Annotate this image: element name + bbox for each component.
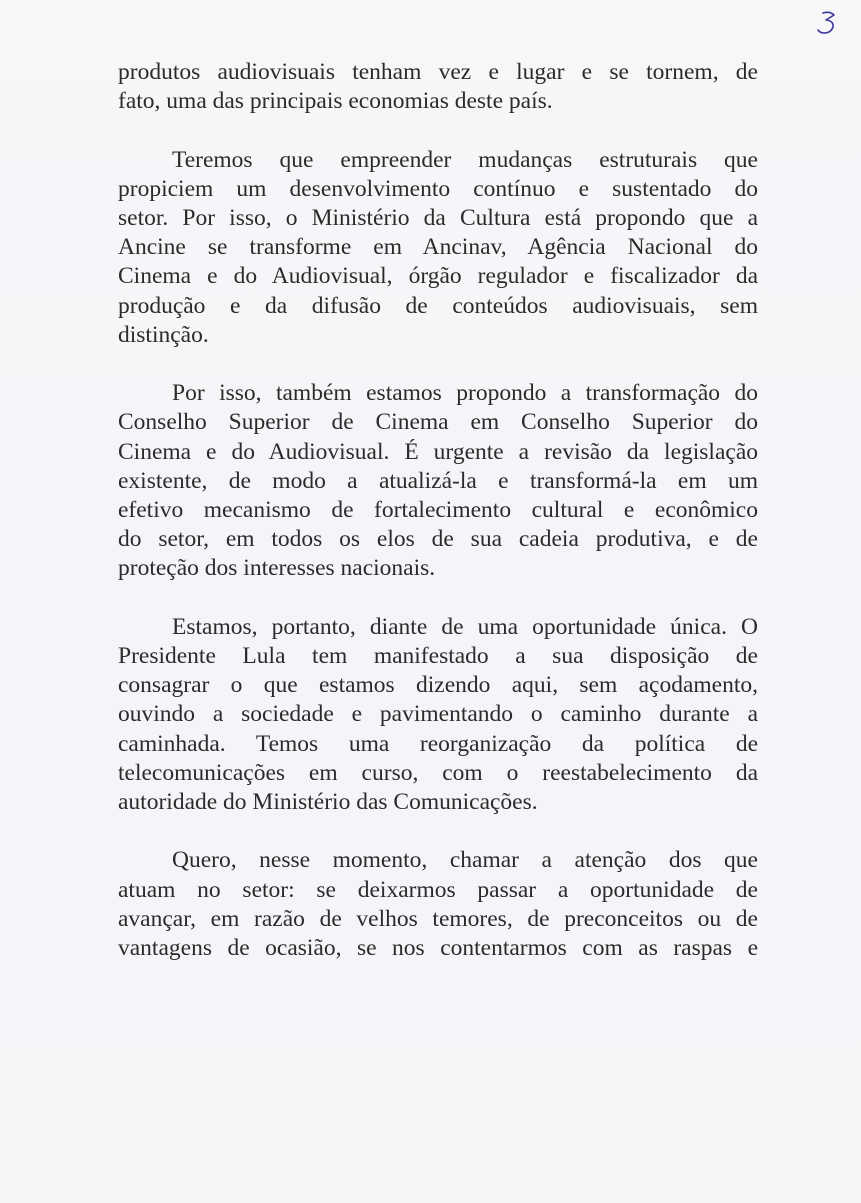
text-line: Presidente Lula tem manifestado a sua disposição de xyxy=(118,643,758,670)
text-line: existente, de modo a atualizá-la e transformá-la em um xyxy=(118,467,758,494)
handwritten-three-icon xyxy=(812,8,842,38)
text-line: consagrar o que estamos dizendo aqui, sem açodamento, xyxy=(118,672,758,699)
text-line: ouvindo a sociedade e pavimentando o caminho durante a xyxy=(118,701,758,728)
text-line: produção e da difusão de conteúdos audiovisuais, sem xyxy=(118,292,758,319)
text-line: Estamos, portanto, diante de uma oportunidade única. O xyxy=(172,613,758,640)
text-line: produtos audiovisuais tenham vez e lugar e se tornem, de xyxy=(118,59,758,85)
text-line: distinção. xyxy=(118,321,209,348)
paragraph-5 xyxy=(118,846,758,963)
text-line: caminhada. Temos uma reorganização da política de xyxy=(118,730,758,757)
document-body xyxy=(118,58,758,992)
text-line: efetivo mecanismo de fortalecimento cultural e econômico xyxy=(118,497,758,524)
text-line: Conselho Superior de Cinema em Conselho Superior do xyxy=(118,409,758,436)
paragraph-2 xyxy=(118,146,758,350)
handwritten-page-number xyxy=(812,8,842,38)
paragraph-1 xyxy=(118,58,758,116)
text-line: Ancine se transforme em Ancinav, Agência Nacional do xyxy=(118,234,758,261)
text-line: Cinema e do Audiovisual, órgão regulador e fiscalizador da xyxy=(118,263,758,290)
text-line: proteção dos interesses nacionais. xyxy=(118,555,436,582)
text-line: autoridade do Ministério das Comunicações. xyxy=(118,789,538,816)
text-line: setor. Por isso, o Ministério da Cultura está propondo que a xyxy=(118,205,758,231)
text-line: Teremos que empreender mudanças estruturais que xyxy=(172,146,758,173)
text-line: propiciem um desenvolvimento contínuo e sustentado do xyxy=(118,175,758,202)
text-line: Por isso, também estamos propondo a transformação do xyxy=(172,380,758,407)
text-line: do setor, em todos os elos de sua cadeia produtiva, e de xyxy=(118,526,758,553)
text-line: avançar, em razão de velhos temores, de preconceitos ou de xyxy=(118,905,758,932)
text-line: Cinema e do Audiovisual. É urgente a revisão da legislação xyxy=(118,438,758,465)
paragraph-3 xyxy=(118,379,758,583)
text-line: telecomunicações em curso, com o reestabelecimento da xyxy=(118,759,758,786)
text-line: fato, uma das principais economias deste país. xyxy=(118,88,553,115)
text-line: Quero, nesse momento, chamar a atenção dos que xyxy=(172,847,758,874)
text-line: vantagens de ocasião, se nos contentarmos com as raspas e xyxy=(118,935,758,962)
paragraph-4 xyxy=(118,613,758,817)
text-line: atuam no setor: se deixarmos passar a oportunidade de xyxy=(118,876,758,903)
